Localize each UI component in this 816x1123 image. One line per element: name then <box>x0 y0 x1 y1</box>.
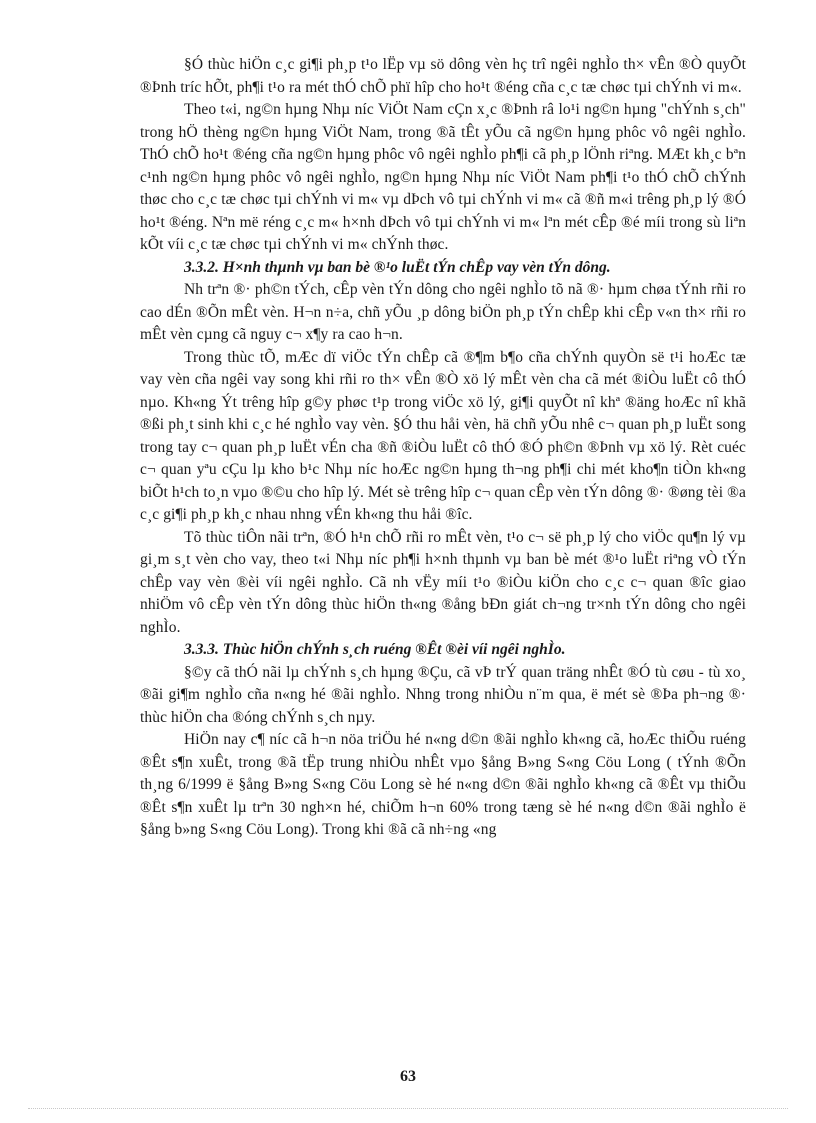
section-heading-3-3-3: 3.3.3. Thùc hiÖn chÝnh s¸ch ruéng ®Êt ®èi víi ngêi nghÌo. <box>184 641 566 658</box>
page-content <box>140 54 746 842</box>
page-number: 63 <box>400 1068 416 1085</box>
paragraph-3: Nh trªn ®· ph©n tÝch, cÊp vèn tÝn dông cho ngêi nghÌo tõ nã ®· hµm chøa tÝnh rñi ro cao dÉn ®Õn mÊt vèn. H¬n n÷a, chñ yÕu ¸p dông biÖn ph¸p tÝn chÊp khi cÊp v«n th× rñi ro mÊt vèn cµng cã nguy c¬ x¶y ra cao h¬n. <box>140 281 746 343</box>
paragraph-7: HiÖn nay c¶ níc cã h¬n nöa triÖu hé n«ng d©n ®ãi nghÌo kh«ng cã, hoÆc thiÕu ruéng ®Êt s¶n xuÊt, trong ®ã tËp trung nhiÒu nhÊt vµo §ång B»ng S«ng Cöu Long ( tÝnh ®Õn th¸ng 6/1999 ë §ång B»ng S«ng Cöu Long sè hé n«ng d©n ®ãi nghÌo kh«ng cã ®Êt vµ thiÕu ®Êt s¶n xuÊt lµ trªn 30 ngh×n hé, chiÕm h¬n 60% trong tæng sè hé n«ng d©n ®ãi nghÌo ë §ång b»ng S«ng Cöu Long). Trong khi ®ã cã nh÷ng «ng <box>140 731 746 838</box>
footer-divider <box>28 1108 788 1109</box>
paragraph-4: Trong thùc tÕ, mÆc dï viÖc tÝn chÊp cã ®¶m b¶o cña chÝnh quyÒn së t¹i hoÆc tæ vay vèn cña ngêi vay song khi rñi ro th× vÊn ®Ò xö lý mÊt vèn cha cã mét ®iÒu luËt cô thÓ nµo. Kh«ng Ýt trêng hîp g©y phøc t¹p trong viÖc xö lý, gi¶i quyÕt nî khª ®äng hoÆc nî khã ®ßi ph¸t sinh khi c¸c hé nghÌo vay vèn. §Ó thu håi vèn, hä chñ yÕu nhê c¬ quan ph¸p luËt song trong tay c¬ quan ph¸p luËt vÉn cha ®ñ ®iÒu luËt cô thÓ ®Ó ph©n ®Þnh vµ xö lý. Rèt cuéc c¬ quan yªu cÇu lµ kho b¹c Nhµ níc hoÆc ng©n hµng th¬ng ph¶i chi mét kho¶n tiÒn kh«ng biÕt h¹ch to¸n vµo ®©u cho hîp lý. Mét sè trêng hîp c¬ quan cÊp vèn tÝn dông ®· ®øng tèi ®a c¸c gi¶i ph¸p kh¸c nhau nhng vÉn kh«ng thu håi ®îc. <box>140 348 747 523</box>
paragraph-5: Tõ thùc tiÔn nãi trªn, ®Ó h¹n chÕ rñi ro mÊt vèn, t¹o c¬ së ph¸p lý cho viÖc qu¶n lý vµ gi¸m s¸t vèn cho vay, theo t«i Nhµ níc ph¶i h×nh thµnh vµ ban bè mét ®¹o luËt riªng vÒ tÝn chÊp vay vèn ®èi víi ngêi nghÌo. Cã nh vËy míi t¹o ®iÒu kiÖn cho c¸c c¬ quan ®îc giao nhiÖm vô cÊp vèn tÝn dông thùc hiÖn th«ng ®ång bÐn giát ch¬ng tr×nh tÝn dông cho ngêi nghÌo. <box>140 528 746 636</box>
paragraph-2: Theo t«i, ng©n hµng Nhµ níc ViÖt Nam cÇn x¸c ®Þnh râ lo¹i ng©n hµng "chÝnh s¸ch" trong hÖ thèng ng©n hµng ViÖt Nam, trong ®ã tÊt yÕu cã ng©n hµng phôc vô ngêi nghÌo. ThÓ chÕ ho¹t ®éng cña ng©n hµng phôc vô ngêi nghÌo ph¶i cã ph¸p lÖnh riªng. MÆt kh¸c bªn c¹nh ng©n hµng phôc vô ngêi nghÌo, ng©n hµng Nhµ níc ViÖt Nam ph¶i t¹o thÓ chÕ chÝnh thøc cho c¸c tæ chøc tµi chÝnh vi m« vµ dÞch vô tµi chÝnh vi m« cã ®ñ m«i trêng ph¸p lý ®Ó ho¹t ®éng. Nªn më réng c¸c m« h×nh dÞch vô tµi chÝnh vi m« lªn mét cÊp ®é míi trong sù liªn kÕt víi c¸c tæ chøc tµi chÝnh vi m« chÝnh thøc. <box>140 101 746 253</box>
paragraph-6: §©y cã thÓ nãi lµ chÝnh s¸ch hµng ®Çu, cã vÞ trÝ quan träng nhÊt ®Ó tù cøu - tù xo¸ ®ãi gi¶m nghÌo cña n«ng hé ®ãi nghÌo. Nhng trong nhiÒu n¨m qua, ë mét sè ®Þa ph¬ng ®· thùc hiÖn cha ®óng chÝnh s¸ch nµy. <box>140 663 746 726</box>
paragraph-1: §Ó thùc hiÖn c¸c gi¶i ph¸p t¹o lËp vµ sö dông vèn hç trî ngêi nghÌo th× vÊn ®Ò quyÕt ®Þnh tríc hÕt, ph¶i t¹o ra mét thÓ chÕ phï hîp cho ho¹t ®éng cña c¸c tæ chøc tµi chÝnh vi m«. <box>140 56 746 96</box>
section-heading-3-3-2: 3.3.2. H×nh thµnh vµ ban bè ®¹o luËt tÝn chÊp vay vèn tÝn dông. <box>184 258 611 276</box>
